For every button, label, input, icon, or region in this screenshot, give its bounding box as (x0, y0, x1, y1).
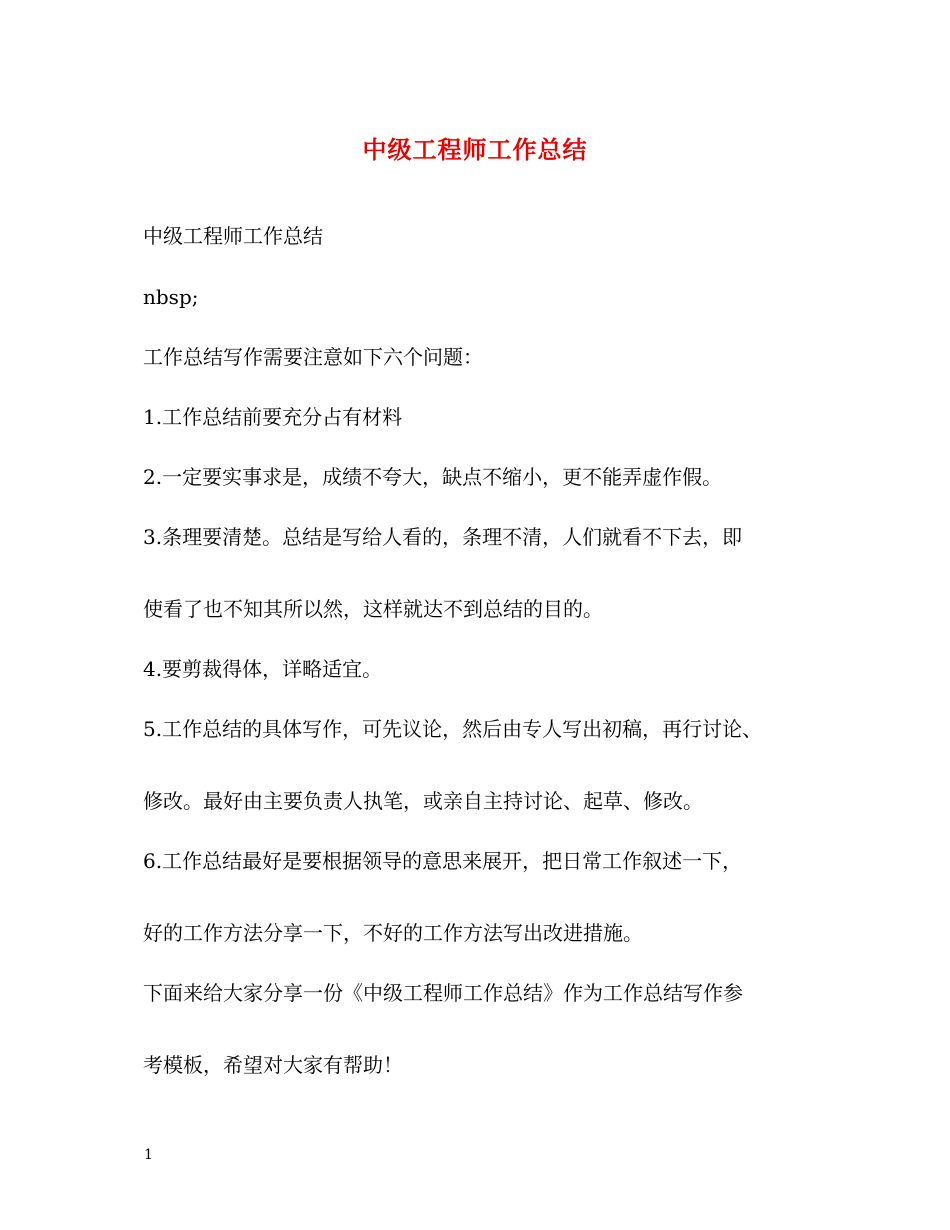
list-item-1: 1.工作总结前要充分占有材料 (143, 405, 403, 429)
closing-line-1: 下面来给大家分享一份《中级工程师工作总结》作为工作总结写作参 (143, 981, 743, 1005)
body-line-3: 工作总结写作需要注意如下六个问题： (143, 345, 483, 369)
list-item-6-continued: 好的工作方法分享一下，不好的工作方法写出改进措施。 (143, 921, 643, 945)
list-item-4: 4.要剪裁得体，详略适宜。 (143, 657, 383, 681)
list-item-3: 3.条理要清楚。总结是写给人看的，条理不清，人们就看不下去，即 (143, 525, 743, 549)
list-item-6: 6.工作总结最好是要根据领导的意思来展开，把日常工作叙述一下， (143, 849, 743, 873)
body-line-1: 中级工程师工作总结 (143, 224, 323, 248)
document-title: 中级工程师工作总结 (362, 136, 588, 164)
list-item-5: 5.工作总结的具体写作，可先议论，然后由专人写出初稿，再行讨论、 (143, 717, 763, 741)
closing-line-2: 考模板，希望对大家有帮助！ (143, 1053, 403, 1077)
page-number: 1 (144, 1147, 153, 1163)
body-line-2: nbsp; (143, 285, 199, 309)
list-item-5-continued: 修改。最好由主要负责人执笔，或亲自主持讨论、起草、修改。 (143, 789, 703, 813)
list-item-2: 2.一定要实事求是，成绩不夸大，缺点不缩小，更不能弄虚作假。 (143, 465, 723, 489)
list-item-3-continued: 使看了也不知其所以然，这样就达不到总结的目的。 (143, 597, 603, 621)
